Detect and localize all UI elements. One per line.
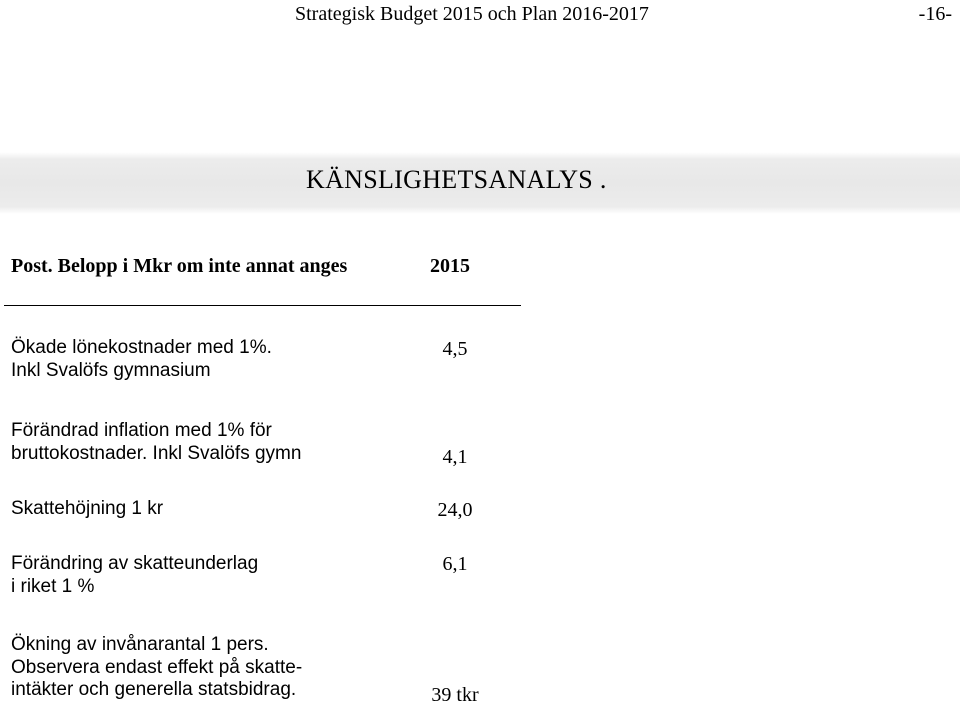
row-label-line: Inkl Svalöfs gymnasium bbox=[11, 359, 211, 381]
row-label-line: Ökning av invånarantal 1 pers. bbox=[11, 634, 269, 655]
row-label-line: Observera endast effekt på skatte- bbox=[11, 656, 303, 678]
row-label-line: bruttokostnader. Inkl Svalöfs gymn bbox=[11, 442, 302, 464]
table-row-label-tax-base bbox=[11, 553, 401, 598]
table-column-header-item: Post. Belopp i Mkr om inte annat anges bbox=[11, 255, 348, 277]
row-label-line: Ökade lönekostnader med 1%. bbox=[11, 337, 272, 358]
table-row-value-population: 39 tkr bbox=[431, 684, 479, 706]
row-label-line: Skattehöjning 1 kr bbox=[11, 498, 164, 519]
document-header-title: Strategisk Budget 2015 och Plan 2016-2017 bbox=[295, 3, 649, 25]
table-row-value-salary-costs: 4,5 bbox=[442, 338, 468, 360]
section-heading: KÄNSLIGHETSANALYS . bbox=[306, 165, 607, 194]
page-number: -16- bbox=[918, 3, 952, 25]
table-column-header-year: 2015 bbox=[430, 255, 470, 277]
table-header-rule bbox=[4, 305, 521, 306]
table-row-value-inflation: 4,1 bbox=[442, 446, 468, 468]
row-label-line: i riket 1 % bbox=[11, 575, 95, 597]
row-label-line: Förändrad inflation med 1% för bbox=[11, 420, 272, 441]
row-label-line: intäkter och generella statsbidrag. bbox=[11, 679, 297, 700]
table-row-label-salary-costs bbox=[11, 337, 401, 382]
row-label-line: Förändring av skatteunderlag bbox=[11, 553, 259, 574]
table-row-label-tax-increase bbox=[11, 498, 401, 521]
table-row-label-population bbox=[11, 634, 401, 702]
table-row-value-tax-increase: 24,0 bbox=[437, 499, 473, 521]
table-row-label-inflation bbox=[11, 420, 401, 465]
table-row-value-tax-base: 6,1 bbox=[442, 553, 468, 575]
